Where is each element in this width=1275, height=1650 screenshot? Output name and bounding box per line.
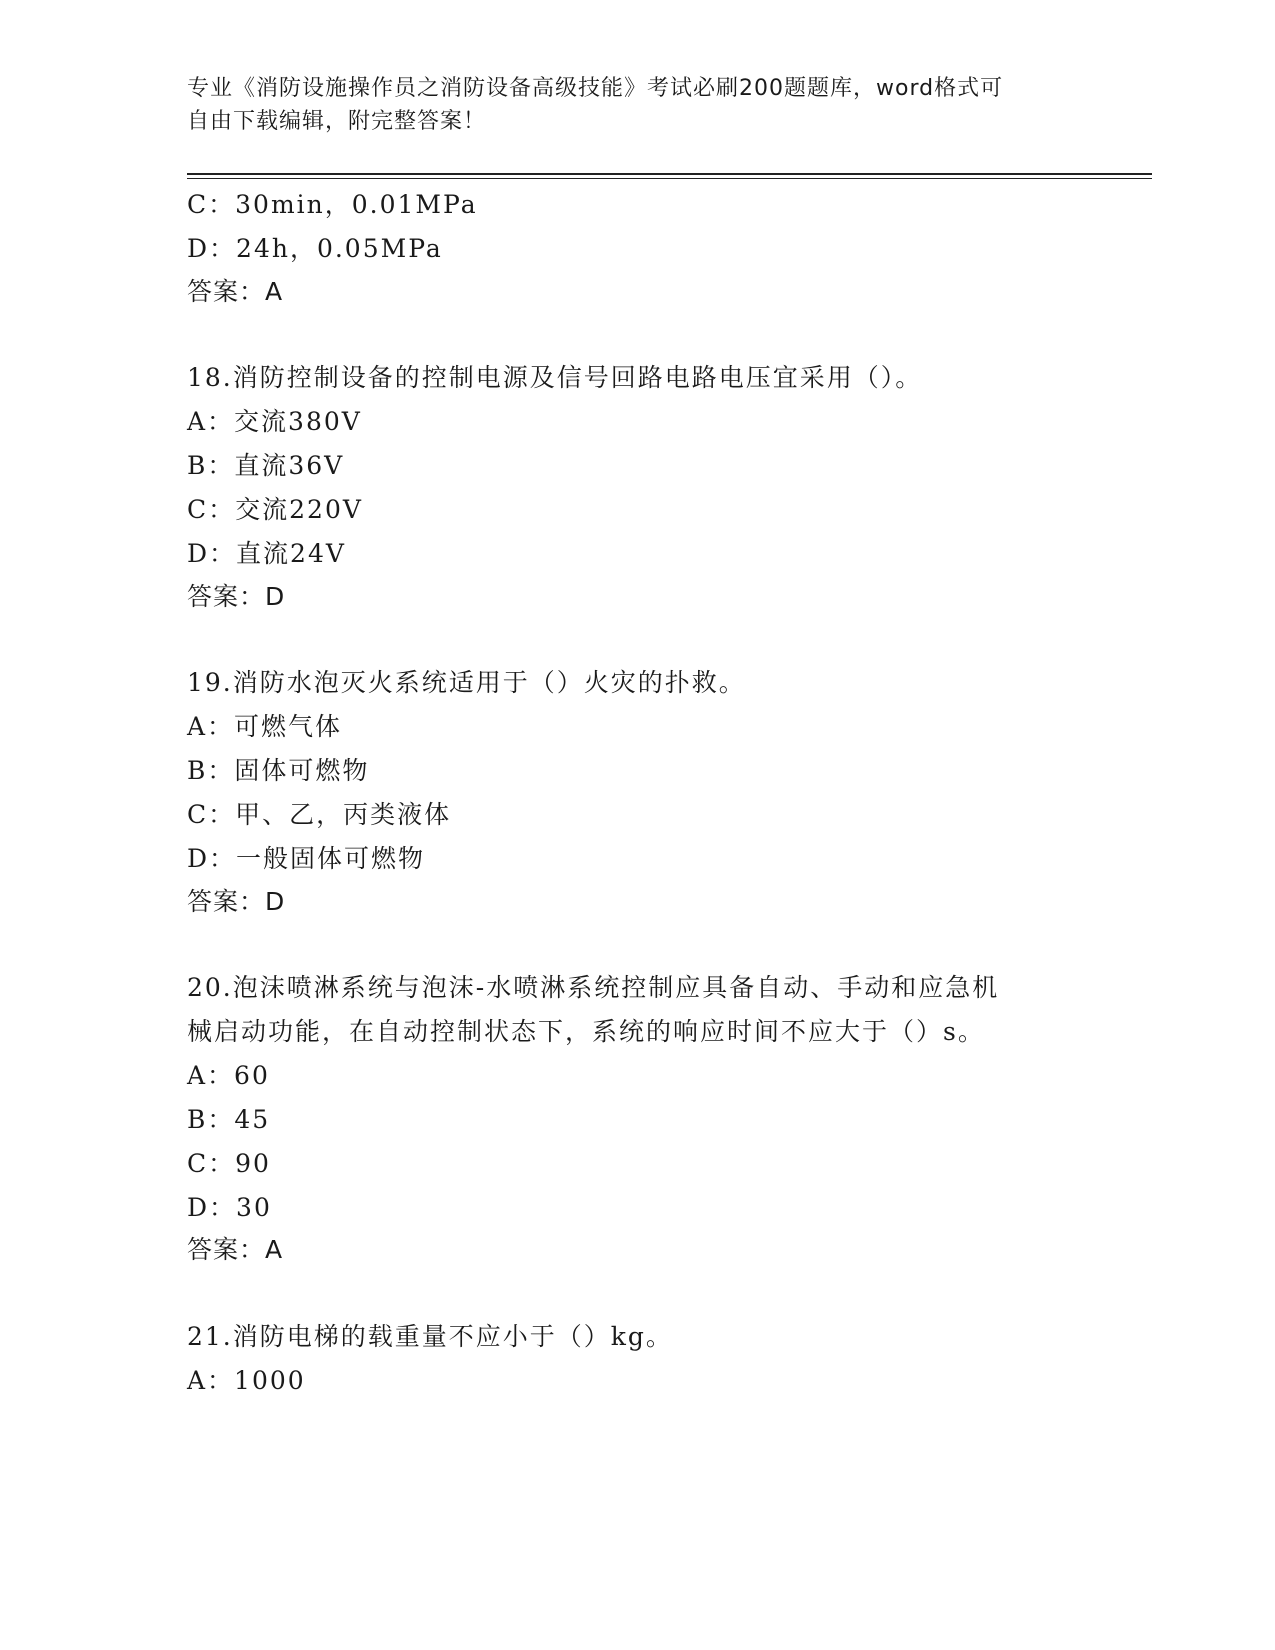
q19-option-c: C：甲、乙，丙类液体 (187, 800, 452, 829)
q19-stem: 19.消防水泡灭火系统适用于（）火灾的扑救。 (187, 668, 746, 697)
q21-stem: 21.消防电梯的载重量不应小于（）kg。 (187, 1322, 673, 1351)
document-header (187, 72, 1067, 138)
q20-stem-line-2: 械启动功能，在自动控制状态下，系统的响应时间不应大于（）s。 (187, 1017, 985, 1046)
header-line-2: 自由下载编辑，附完整答案！ (187, 109, 487, 134)
q21-option-a: A：1000 (187, 1366, 306, 1395)
prev-option-c: C：30min，0.01MPa (187, 190, 478, 219)
q19-answer: 答案：D (187, 887, 286, 916)
q20-option-d: D：30 (187, 1193, 272, 1222)
q18-option-c: C：交流220V (187, 495, 363, 524)
q18-option-d: D：直流24V (187, 539, 346, 568)
prev-option-d: D：24h，0.05MPa (187, 234, 443, 263)
header-line-1: 专业《消防设施操作员之消防设备高级技能》考试必刷200题题库，word格式可 (187, 76, 1004, 101)
q20-option-c: C：90 (187, 1149, 271, 1178)
prev-answer: 答案：A (187, 277, 284, 306)
q20-answer: 答案：A (187, 1235, 284, 1264)
header-rule-top (187, 173, 1152, 175)
q18-option-a: A：交流380V (187, 407, 362, 436)
q18-stem: 18.消防控制设备的控制电源及信号回路电路电压宜采用（）。 (187, 363, 923, 392)
q20-option-b: B：45 (187, 1105, 271, 1134)
q20-option-a: A：60 (187, 1061, 270, 1090)
q19-option-b: B：固体可燃物 (187, 756, 370, 785)
header-rule-bottom (187, 178, 1152, 179)
q18-answer: 答案：D (187, 582, 286, 611)
q19-option-a: A：可燃气体 (187, 712, 343, 741)
q19-option-d: D：一般固体可燃物 (187, 844, 426, 873)
q18-option-b: B：直流36V (187, 451, 345, 480)
q20-stem-line-1: 20.泡沫喷淋系统与泡沫-水喷淋系统控制应具备自动、手动和应急机 (187, 973, 1000, 1002)
